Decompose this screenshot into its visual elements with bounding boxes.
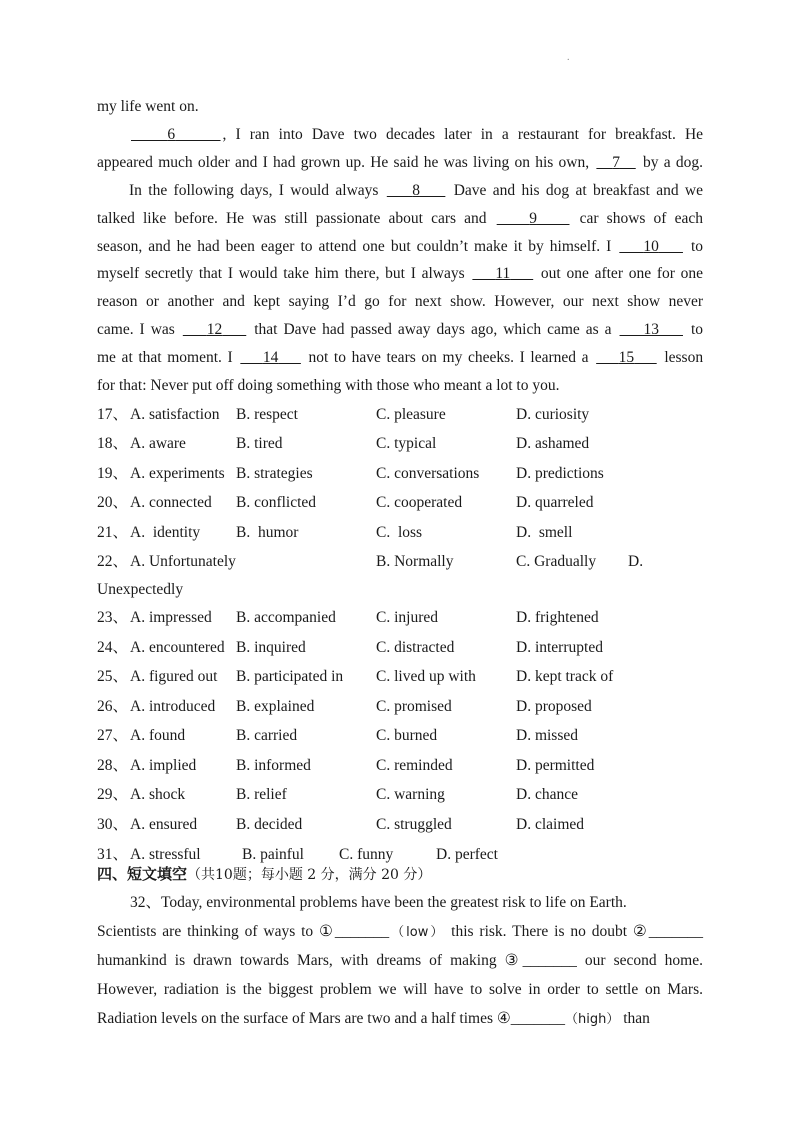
question-number: 25、 bbox=[97, 668, 129, 685]
section-heading bbox=[97, 864, 431, 885]
q32-line-5: Radiation levels on the surface of Mars are two and a half times ④_______（high） than bbox=[97, 1010, 650, 1027]
option-a[interactable]: A. satisfaction bbox=[130, 406, 220, 423]
passage-line-8: reason or another and kept saying I’d go for next show. However, our next show never bbox=[97, 293, 703, 310]
option-d[interactable]: D. claimed bbox=[516, 816, 585, 833]
question-number: 24、 bbox=[97, 639, 129, 656]
question-number: 19、 bbox=[97, 465, 129, 482]
option-d[interactable]: D. missed bbox=[516, 727, 578, 744]
passage-line-5: talked like before. He was still passionate about cars and 9 car shows of each bbox=[97, 210, 703, 227]
page-mark: . bbox=[567, 52, 570, 63]
option-b[interactable]: B. explained bbox=[236, 698, 315, 715]
option-b[interactable]: B. inquired bbox=[236, 639, 306, 656]
option-a[interactable]: A. shock bbox=[130, 786, 186, 803]
option-d[interactable]: D. predictions bbox=[516, 465, 604, 482]
question-26 bbox=[97, 697, 703, 717]
option-d[interactable]: D. frightened bbox=[516, 609, 599, 626]
question-20 bbox=[97, 493, 703, 513]
option-a[interactable]: A. experiments bbox=[130, 465, 225, 482]
passage-line-3: appeared much older and I had grown up. He said he was living on his own, 7 by a dog. bbox=[97, 154, 704, 171]
option-c[interactable]: C. promised bbox=[376, 698, 452, 715]
passage-line-2: 6 , I ran into Dave two decades later in a restaurant for breakfast. He bbox=[97, 125, 703, 145]
question-number: 31、 bbox=[97, 846, 129, 863]
option-a[interactable]: A. stressful bbox=[130, 846, 201, 863]
option-d[interactable]: D. permitted bbox=[516, 757, 595, 774]
question-number: 30、 bbox=[97, 816, 129, 833]
option-b[interactable]: B. accompanied bbox=[236, 609, 336, 626]
question-18 bbox=[97, 434, 703, 454]
question-number: 26、 bbox=[97, 698, 129, 715]
option-b[interactable]: B. participated in bbox=[236, 668, 344, 685]
q32-line-4: However, radiation is the biggest problem we will have to solve in order to settle on Mars. bbox=[97, 981, 703, 998]
passage-line-9: came. I was 12 that Dave had passed away days ago, which came as a 13 to bbox=[97, 321, 704, 338]
blank-15[interactable]: 15 bbox=[618, 349, 635, 366]
option-c[interactable]: C. conversations bbox=[376, 465, 480, 482]
question-22-option-d-wrap[interactable]: Unexpectedly bbox=[97, 581, 184, 598]
option-d[interactable]: D. curiosity bbox=[516, 406, 590, 423]
option-d[interactable]: D. interrupted bbox=[516, 639, 603, 656]
question-30 bbox=[97, 815, 703, 835]
question-21 bbox=[97, 523, 703, 543]
option-a[interactable]: A. introduced bbox=[130, 698, 216, 715]
option-b[interactable]: B. decided bbox=[236, 816, 303, 833]
question-27 bbox=[97, 726, 703, 746]
option-a[interactable]: A. implied bbox=[130, 757, 197, 774]
option-d[interactable]: D. proposed bbox=[516, 698, 592, 715]
passage-line-7: myself secretly that I would take him there, but I always 11 out one after one for one bbox=[97, 265, 704, 282]
option-a[interactable]: A. encountered bbox=[130, 639, 225, 656]
passage-line-10: me at that moment. I 14 not to have tears on my cheeks. I learned a 15 lesson bbox=[97, 349, 704, 366]
option-c[interactable]: C. burned bbox=[376, 727, 438, 744]
blank-6[interactable]: 6 bbox=[167, 126, 176, 143]
passage-line-11: for that: Never put off doing something with those who meant a lot to you. bbox=[97, 377, 560, 394]
option-c[interactable]: C. loss bbox=[376, 524, 423, 541]
hint-low: （low） bbox=[389, 925, 446, 940]
question-28 bbox=[97, 756, 703, 776]
question-number: 22、 bbox=[97, 553, 129, 570]
option-b[interactable]: B. strategies bbox=[236, 465, 313, 482]
passage-line-6: season, and he had been eager to attend one but couldn’t make it by himself. I 10 to bbox=[97, 238, 704, 255]
question-23 bbox=[97, 608, 703, 628]
option-b[interactable]: B. relief bbox=[236, 786, 287, 803]
question-number: 21、 bbox=[97, 524, 129, 541]
blank-8[interactable]: 8 bbox=[412, 182, 420, 199]
blank-11[interactable]: 11 bbox=[495, 265, 511, 282]
option-d[interactable]: D. kept track of bbox=[516, 668, 614, 685]
option-b[interactable]: B. carried bbox=[236, 727, 298, 744]
q32-line-3: humankind is drawn towards Mars, with dreams of making ③_______ our second home. bbox=[97, 952, 703, 969]
blank-9[interactable]: 9 bbox=[529, 210, 537, 227]
option-c[interactable]: C. warning bbox=[376, 786, 445, 803]
option-a[interactable]: A. aware bbox=[130, 435, 186, 452]
option-b[interactable]: B. painful bbox=[242, 846, 304, 863]
option-c[interactable]: C. struggled bbox=[376, 816, 452, 833]
question-number: 29、 bbox=[97, 786, 129, 803]
option-b[interactable]: B. humor bbox=[236, 524, 299, 541]
option-b[interactable]: B. tired bbox=[236, 435, 283, 452]
question-number: 17、 bbox=[97, 406, 129, 423]
question-25 bbox=[97, 667, 703, 687]
option-c[interactable]: C. typical bbox=[376, 435, 437, 452]
option-d[interactable]: D. chance bbox=[516, 786, 578, 803]
section-title: 四、短文填空 bbox=[97, 865, 188, 883]
option-c[interactable]: C. lived up with bbox=[376, 668, 476, 685]
q32-line-2: Scientists are thinking of ways to ①_______（low） this risk. There is no doubt ②_______ bbox=[97, 923, 704, 940]
option-a[interactable]: A. ensured bbox=[130, 816, 198, 833]
option-d[interactable]: D. quarreled bbox=[516, 494, 594, 511]
question-number: 27、 bbox=[97, 727, 129, 744]
option-c[interactable]: C. distracted bbox=[376, 639, 455, 656]
hint-high: （high） bbox=[565, 1012, 620, 1027]
passage-line-1: my life went on. bbox=[97, 98, 199, 115]
option-b[interactable]: B. respect bbox=[236, 406, 298, 423]
question-number: 18、 bbox=[97, 435, 129, 452]
passage-line-4: In the following days, I would always 8 Dave and his dog at breakfast and we bbox=[129, 182, 704, 199]
question-29 bbox=[97, 785, 703, 805]
blank-10[interactable]: 10 bbox=[643, 238, 659, 255]
blank-13[interactable]: 13 bbox=[643, 321, 659, 338]
option-d[interactable]: D. perfect bbox=[436, 846, 498, 863]
option-c[interactable]: C. injured bbox=[376, 609, 438, 626]
q32-line-1: 32、Today, environmental problems have been the greatest risk to life on Earth. bbox=[130, 894, 627, 911]
option-c[interactable]: C. funny bbox=[339, 846, 394, 863]
option-d[interactable]: D. ashamed bbox=[516, 435, 590, 452]
option-a[interactable]: A. figured out bbox=[130, 668, 218, 685]
question-number: 23、 bbox=[97, 609, 129, 626]
option-c[interactable]: C. cooperated bbox=[376, 494, 463, 511]
option-b[interactable]: B. Normally bbox=[376, 553, 454, 570]
question-17 bbox=[97, 405, 703, 425]
option-a[interactable]: A. impressed bbox=[130, 609, 212, 626]
option-d[interactable]: D. smell bbox=[516, 524, 573, 541]
option-c[interactable]: C. pleasure bbox=[376, 406, 446, 423]
section-detail: （共10题；每小题 2 分，满分 20 分） bbox=[187, 867, 432, 883]
blank-7[interactable]: 7 bbox=[612, 154, 620, 171]
question-31 bbox=[97, 845, 703, 865]
option-d[interactable]: D. bbox=[628, 553, 644, 570]
question-22 bbox=[97, 552, 703, 572]
question-19 bbox=[97, 464, 703, 484]
option-a[interactable]: A. Unfortunately bbox=[130, 553, 236, 570]
option-a[interactable]: A. found bbox=[130, 727, 186, 744]
question-number: 28、 bbox=[97, 757, 129, 774]
blank-12[interactable]: 12 bbox=[206, 321, 223, 338]
option-b[interactable]: B. conflicted bbox=[236, 494, 317, 511]
option-a[interactable]: A. identity bbox=[130, 524, 201, 541]
option-a[interactable]: A. connected bbox=[130, 494, 212, 511]
question-number: 20、 bbox=[97, 494, 129, 511]
option-c[interactable]: C. Gradually bbox=[516, 553, 597, 570]
blank-14[interactable]: 14 bbox=[262, 349, 279, 366]
option-b[interactable]: B. informed bbox=[236, 757, 311, 774]
question-24 bbox=[97, 638, 703, 658]
option-c[interactable]: C. reminded bbox=[376, 757, 453, 774]
